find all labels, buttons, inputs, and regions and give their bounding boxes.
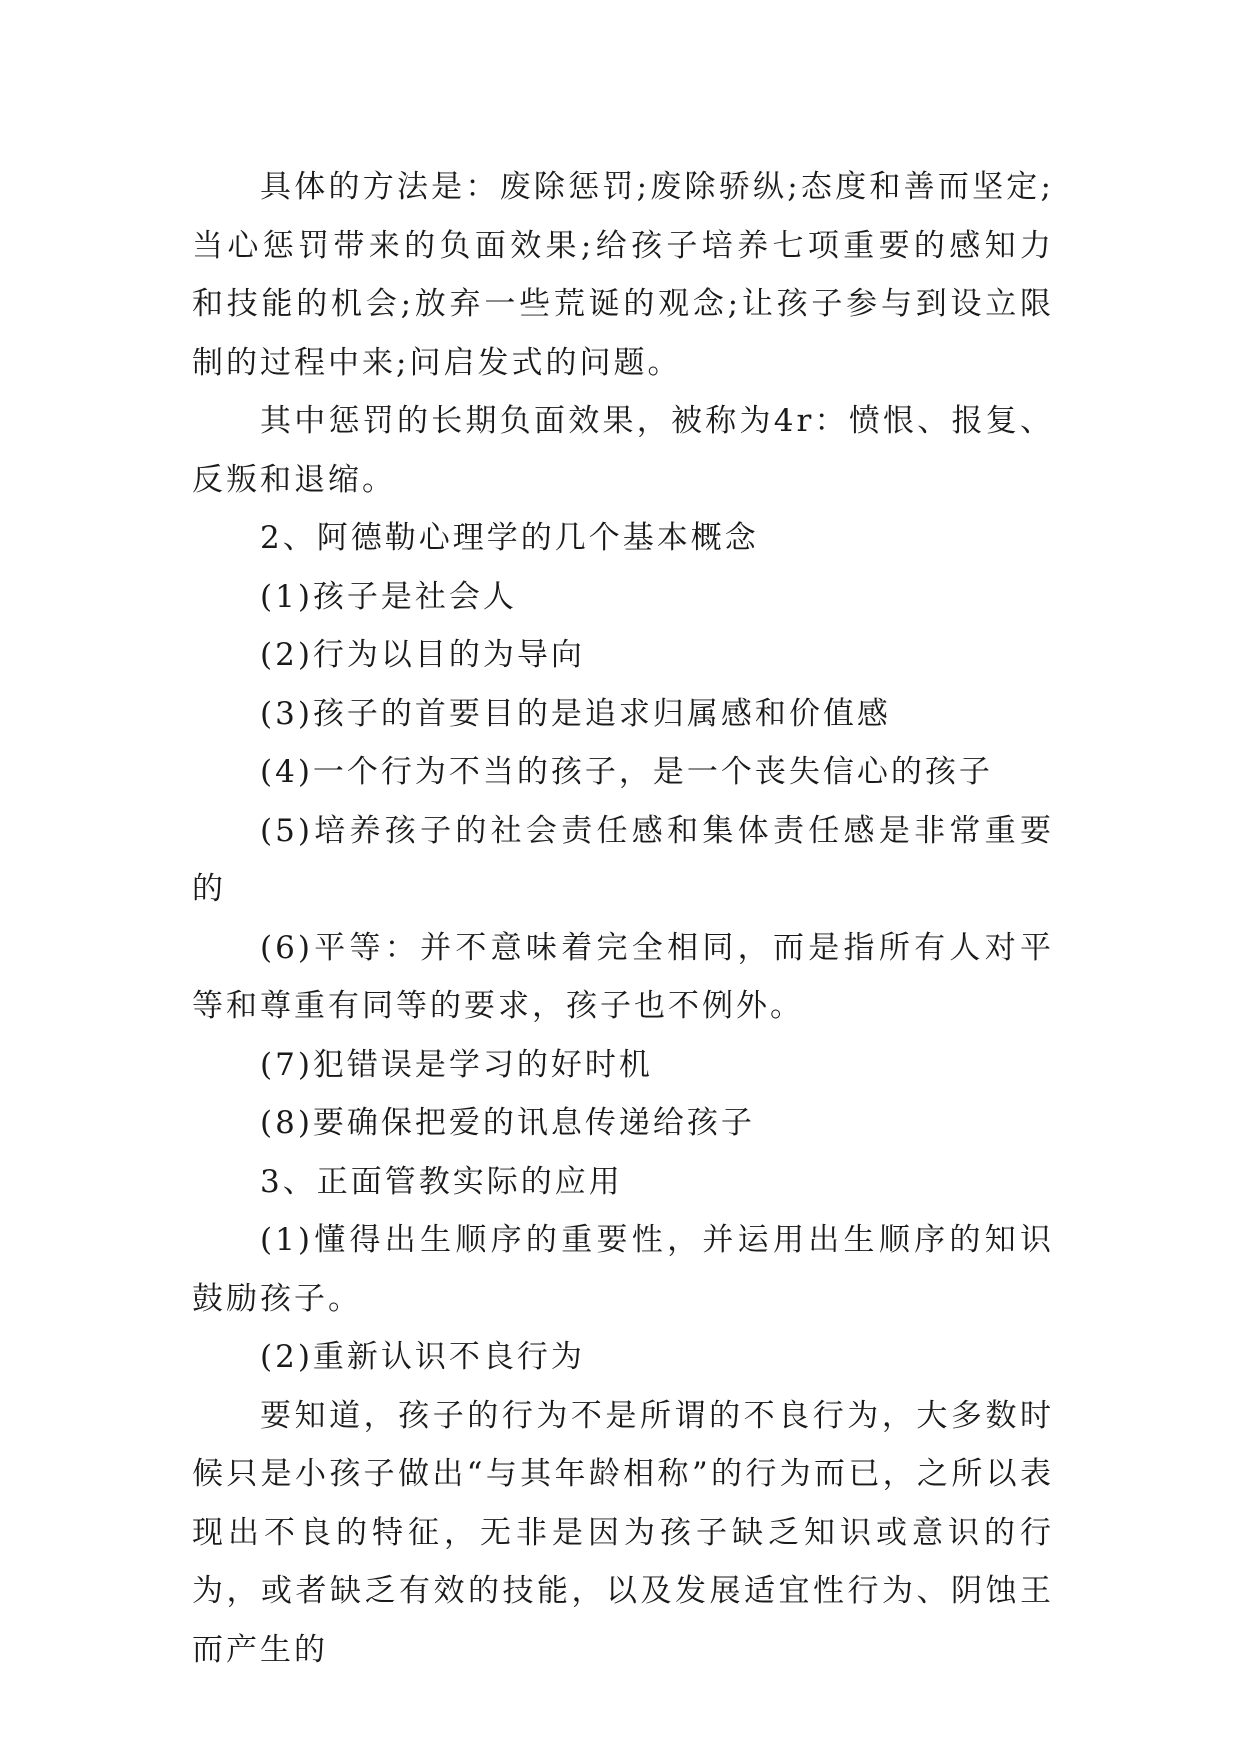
list-item-application-1: (1)懂得出生顺序的重要性，并运用出生顺序的知识鼓励孩子。 xyxy=(192,1222,1054,1317)
section-heading-adler-concepts: 2、阿德勒心理学的几个基本概念 xyxy=(260,520,759,556)
list-item-concept-6: (6)平等：并不意味着完全相同，而是指所有人对平等和尊重有同等的要求，孩子也不例外。 xyxy=(192,929,1054,1024)
list-item-concept-2: (2)行为以目的为导向 xyxy=(260,637,585,673)
paragraph-misbehavior: 要知道，孩子的行为不是所谓的不良行为，大多数时候只是小孩子做出“与其年龄相称”的行为而已，之所以表现出不良的特征，无非是因为孩子缺乏知识或意识的行为，或者缺乏有效的技能，以及发展适宜性行为、阴蚀王而产生的 xyxy=(192,1397,1054,1668)
list-item-application-2: (2)重新认识不良行为 xyxy=(260,1339,585,1375)
list-item-concept-7: (7)犯错误是学习的好时机 xyxy=(260,1046,653,1083)
section-heading-application: 3、正面管教实际的应用 xyxy=(260,1163,623,1200)
list-item-concept-8: (8)要确保把爱的讯息传递给孩子 xyxy=(260,1105,755,1141)
paragraph-methods: 具体的方法是：废除惩罚;废除骄纵;态度和善而坚定;当心惩罚带来的负面效果;给孩子培养七项重要的感知力和技能的机会;放弃一些荒诞的观念;让孩子参与到设立限制的过程中来;问启发式的问题。 xyxy=(192,169,1054,381)
list-item-concept-3: (3)孩子的首要目的是追求归属感和价值感 xyxy=(260,695,891,732)
paragraph-4r: 其中惩罚的长期负面效果，被称为4r：愤恨、报复、反叛和退缩。 xyxy=(192,403,1054,498)
list-item-concept-4: (4)一个行为不当的孩子，是一个丧失信心的孩子 xyxy=(260,754,993,790)
list-item-concept-1: (1)孩子是社会人 xyxy=(260,578,517,615)
document-body xyxy=(192,158,1054,1679)
list-item-concept-5: (5)培养孩子的社会责任感和集体责任感是非常重要的 xyxy=(192,812,1054,907)
